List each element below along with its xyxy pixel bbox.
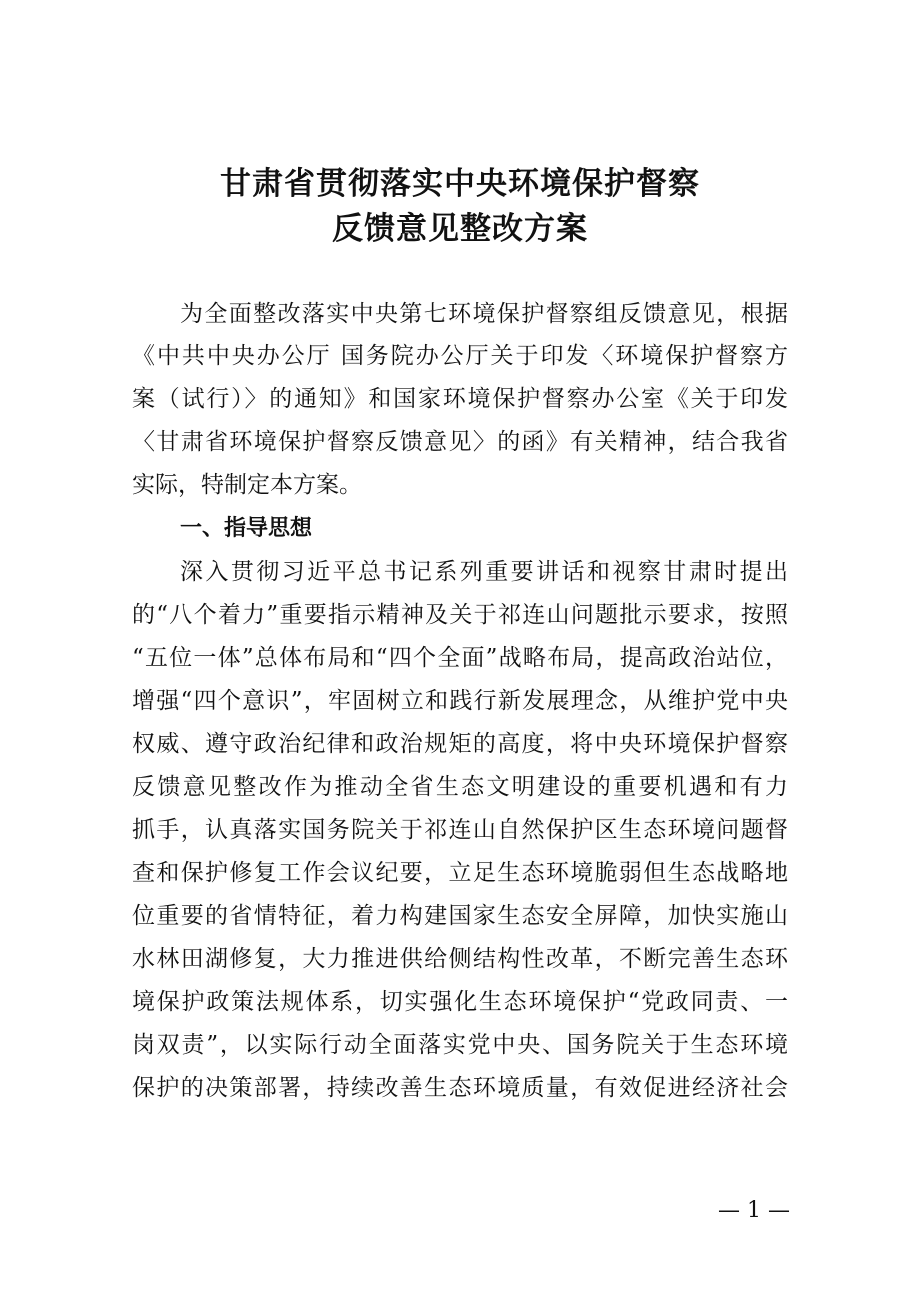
- body-line: 权威、遵守政治纪律和政治规矩的高度，将中央环境保护督察: [132, 731, 788, 757]
- intro-line: 实际，特制定本方案。: [132, 472, 362, 498]
- body-line: 查和保护修复工作会议纪要，立足生态环境脆弱但生态战略地: [132, 860, 788, 886]
- body-line: 保护的决策部署，持续改善生态环境质量，有效促进经济社会: [132, 1075, 788, 1101]
- body-line: 深入贯彻习近平总书记系列重要讲话和视察甘肃时提出: [180, 559, 788, 585]
- body-line: 增强“四个意识”，牢固树立和践行新发展理念，从维护党中央: [132, 688, 788, 714]
- body-line: 岗双责”，以实际行动全面落实党中央、国务院关于生态环境: [132, 1032, 788, 1058]
- intro-line: 《中共中央办公厅 国务院办公厅关于印发〈环境保护督察方: [132, 343, 788, 369]
- page-number: — 1 —: [718, 1198, 790, 1223]
- intro-line: 案（试行）〉的通知》和国家环境保护督察办公室《关于印发: [132, 386, 788, 412]
- body-line: 境保护政策法规体系，切实强化生态环境保护“党政同责、一: [132, 989, 788, 1015]
- body-line: 位重要的省情特征，着力构建国家生态安全屏障，加快实施山: [132, 903, 788, 929]
- document-title-line-1: 甘肃省贯彻落实中央环境保护督察: [220, 166, 700, 202]
- body-line: 抓手，认真落实国务院关于祁连山自然保护区生态环境问题督: [132, 817, 788, 843]
- intro-line: 为全面整改落实中央第七环境保护督察组反馈意见，根据: [180, 301, 788, 327]
- body-line: 的“八个着力”重要指示精神及关于祁连山问题批示要求，按照: [132, 602, 788, 628]
- body-line: “五位一体”总体布局和“四个全面”战略布局，提高政治站位，: [132, 645, 788, 671]
- section-heading: 一、指导思想: [180, 516, 313, 541]
- body-line: 水林田湖修复，大力推进供给侧结构性改革，不断完善生态环: [132, 946, 788, 972]
- body-line: 反馈意见整改作为推动全省生态文明建设的重要机遇和有力: [132, 774, 788, 800]
- intro-line: 〈甘肃省环境保护督察反馈意见〉的函》有关精神，结合我省: [132, 429, 788, 455]
- document-title-line-2: 反馈意见整改方案: [332, 211, 588, 247]
